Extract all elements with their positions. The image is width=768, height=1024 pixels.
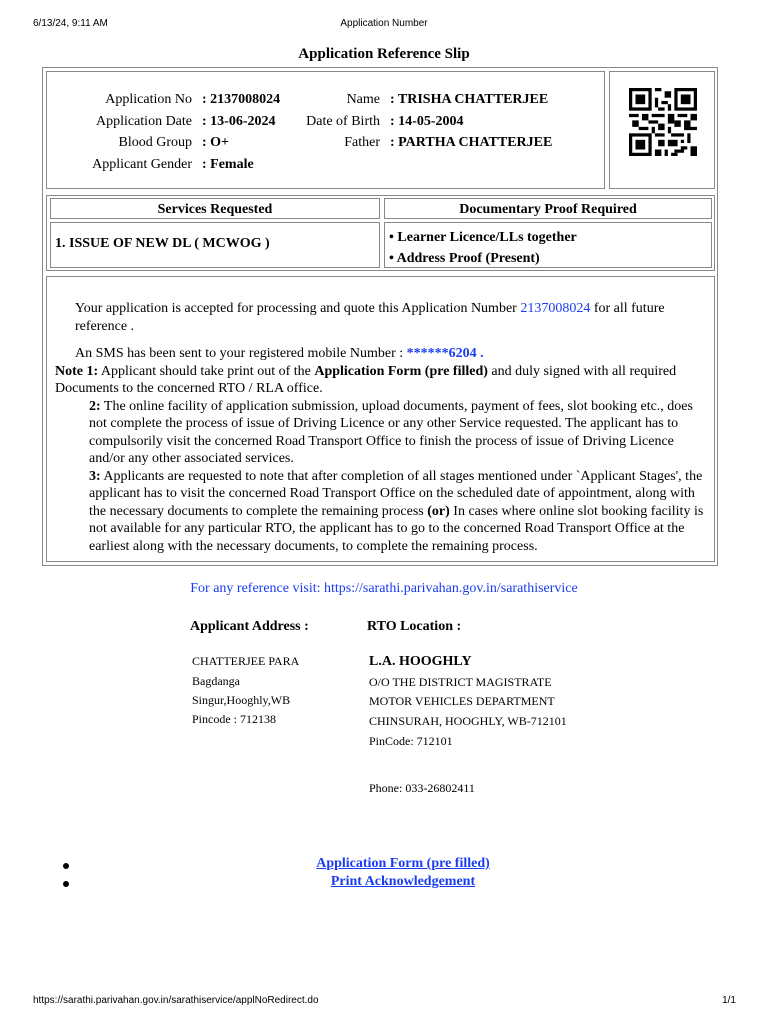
- note1-text-end: and duly signed with all required Documents to the concerned RTO / RLA office.: [55, 363, 677, 396]
- print-footer: [0, 995, 768, 1009]
- applicant-address-header: Applicant Address :: [190, 619, 309, 634]
- accept-text: Your application is accepted for processing and quote this Application Number: [75, 301, 521, 316]
- blood-group-label: Blood Group: [118, 135, 192, 150]
- applicant-info-box: [46, 71, 605, 189]
- sms-text: An SMS has been sent to your registered mobile Number :: [75, 346, 407, 361]
- note1-label: Note 1:: [55, 363, 99, 379]
- notes-box: [46, 276, 715, 562]
- application-form-link[interactable]: Application Form (pre filled): [316, 856, 490, 871]
- rto-address-line: CHINSURAH, HOOGHLY, WB-712101: [369, 714, 567, 728]
- application-number-highlight: 2137008024: [520, 301, 591, 316]
- name-value: : TRISHA CHATTERJEE: [390, 92, 549, 107]
- rto-phone: Phone: 033-26802411: [369, 781, 475, 795]
- dob-label: Date of Birth: [306, 114, 380, 129]
- application-date-label: Application Date: [95, 114, 192, 129]
- rto-address-line: MOTOR VEHICLES DEPARTMENT: [369, 694, 555, 708]
- print-url: https://sarathi.parivahan.gov.in/sarathiservice/applNoRedirect.do: [33, 995, 319, 1006]
- print-page-title: Application Number: [340, 18, 428, 29]
- father-label: Father: [344, 135, 380, 150]
- services-table: [46, 195, 715, 271]
- application-no-label: Application No: [105, 92, 192, 107]
- note3-or: (or): [427, 503, 450, 519]
- note2-text: The online facility of application submission, upload documents, payment of fees, slot booking etc., does not complete the process of issue of Driving Licence or any other Service requested. The applicant has to compulsorily visit the concerned Road Transport Office to finish the process of issue of Driving Licence and/or any other associated services.: [89, 398, 693, 466]
- note3-text-end: In cases where online slot booking facility is not available for any particular RTO, the applicant has to go to the concerned Road Transport Office at the earliest along with the necessary documents, to complete the remaining process.: [89, 503, 704, 554]
- note1-bold: Application Form (pre filled): [314, 363, 488, 379]
- qr-box: [609, 71, 715, 189]
- gender-value: : Female: [202, 157, 254, 172]
- rto-location-header: RTO Location :: [367, 619, 462, 634]
- rto-address-line: O/O THE DISTRICT MAGISTRATE: [369, 675, 552, 689]
- note1-text: Applicant should take print out of the: [98, 363, 315, 379]
- address-pincode: Pincode : 712138: [192, 712, 276, 726]
- masked-mobile: ******6204 .: [406, 346, 484, 361]
- rto-pincode: PinCode: 712101: [369, 734, 453, 748]
- rto-name: L.A. HOOGHLY: [369, 654, 472, 669]
- action-links: [0, 856, 768, 892]
- print-acknowledgement-link[interactable]: Print Acknowledgement: [330, 874, 476, 889]
- note3-text: Applicants are requested to note that after completion of all stages mentioned under `Applicant Stages', the applicant has to visit the concerned Road Transport Office on the scheduled date of appointment, along with the necessary documents to complete the remaining process: [89, 468, 703, 519]
- gender-label: Applicant Gender: [92, 157, 192, 172]
- address-line: CHATTERJEE PARA: [192, 654, 300, 668]
- doc-item: • Address Proof (Present): [389, 251, 540, 266]
- print-header: [0, 18, 768, 32]
- slip-title: Application Reference Slip: [298, 46, 470, 62]
- note2-label: 2:: [89, 398, 101, 414]
- docs-header: Documentary Proof Required: [384, 198, 712, 219]
- print-datetime: 6/13/24, 9:11 AM: [33, 18, 108, 29]
- father-value: : PARTHA CHATTERJEE: [390, 135, 553, 150]
- accept-text-end: for all future reference .: [75, 301, 665, 334]
- reference-visit-line: For any reference visit: https://sarathi.parivahan.gov.in/sarathiservice: [190, 581, 578, 596]
- address-line: Singur,Hooghly,WB: [192, 693, 291, 707]
- dob-value: : 14-05-2004: [390, 114, 464, 129]
- link-row: [0, 874, 768, 892]
- application-no-value: : 2137008024: [202, 92, 281, 107]
- slip-frame: [42, 67, 718, 566]
- notes-text: [51, 300, 711, 555]
- service-item: 1. ISSUE OF NEW DL ( MCWOG ): [50, 222, 380, 268]
- name-label: Name: [346, 92, 380, 107]
- docs-cell: [384, 222, 712, 268]
- link-row: [0, 856, 768, 874]
- doc-item: • Learner Licence/LLs together: [389, 230, 577, 245]
- services-header: Services Requested: [50, 198, 380, 219]
- qr-code-icon: [629, 88, 697, 156]
- blood-group-value: : O+: [202, 135, 230, 150]
- print-page-number: 1/1: [722, 995, 736, 1006]
- application-date-value: : 13-06-2024: [202, 114, 276, 129]
- address-line: Bagdanga: [192, 674, 240, 688]
- note3-label: 3:: [89, 468, 101, 484]
